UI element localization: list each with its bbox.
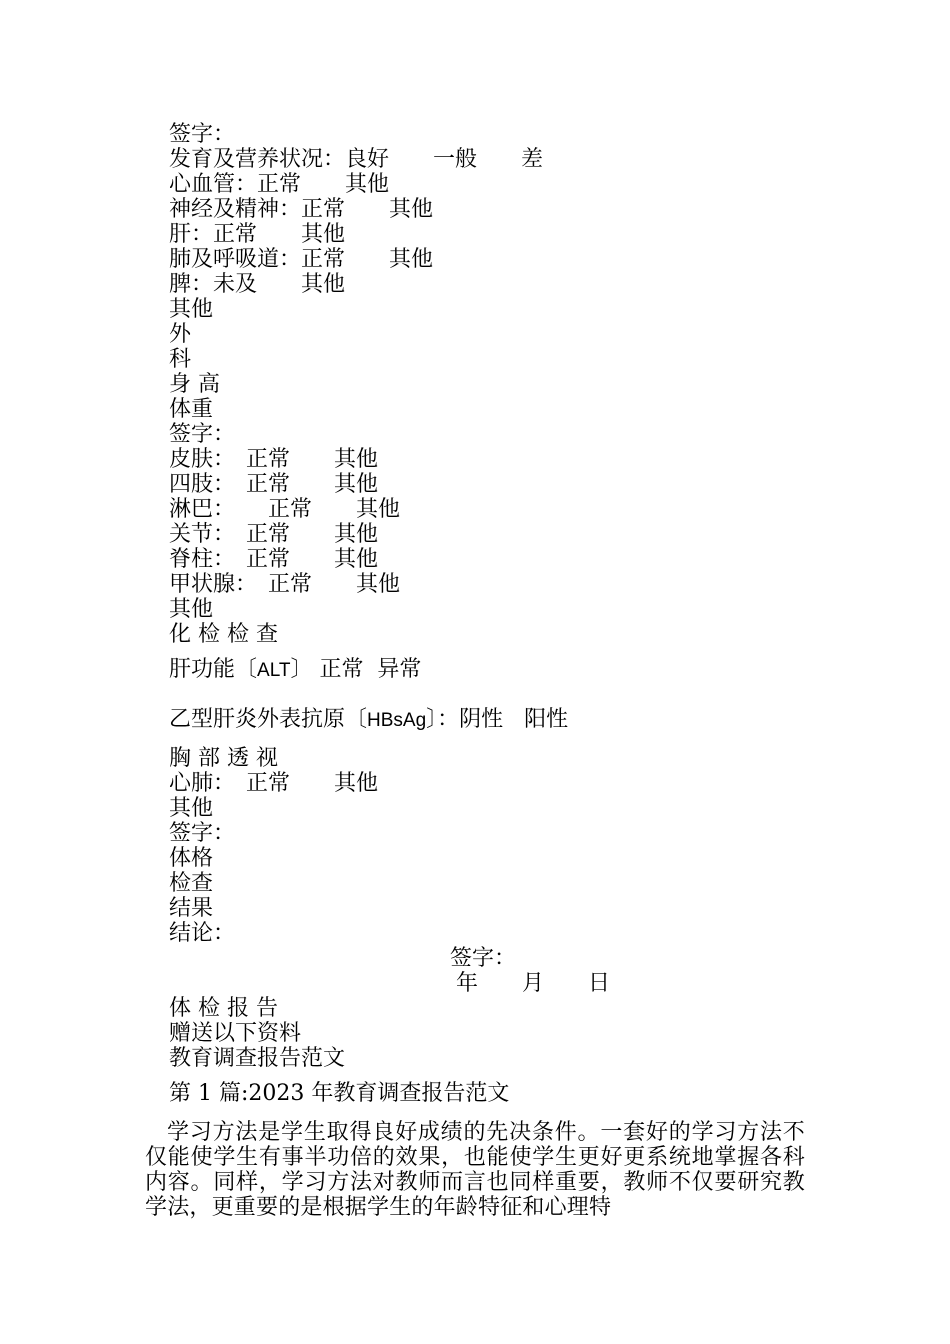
liver-label-pre: 肝功能〔: [169, 657, 258, 682]
doc-line: 教育调查报告范文: [169, 1046, 346, 1071]
doc-line: 结果: [169, 896, 214, 921]
doc-line: 肺及呼吸道：正常 其他: [169, 247, 434, 272]
section-heading: 化 检 检 查: [169, 622, 278, 647]
doc-line: 其他: [169, 796, 214, 821]
doc-line: 赠送以下资料: [169, 1021, 302, 1046]
doc-line: 其他: [169, 597, 214, 622]
doc-line: 脾：未及 其他: [169, 272, 346, 297]
date-line: 年 月 日: [456, 971, 611, 996]
doc-line: 心肺： 正常 其他: [169, 771, 379, 796]
section-heading: 胸 部 透 视: [169, 746, 278, 771]
doc-line: 外: [169, 322, 192, 347]
doc-line: 身 高: [169, 372, 220, 397]
doc-line: 淋巴： 正常 其他: [169, 497, 401, 522]
doc-line: 脊柱： 正常 其他: [169, 547, 379, 572]
doc-line: 签字：: [169, 821, 236, 846]
doc-line: 甲状腺： 正常 其他: [169, 572, 401, 597]
doc-line: 神经及精神：正常 其他: [169, 197, 434, 222]
article-heading: 第 1 篇:2023 年教育调查报告范文: [169, 1081, 510, 1106]
doc-line: 科: [169, 347, 192, 372]
doc-line: 肝：正常 其他: [169, 222, 346, 247]
doc-line: 体重: [169, 397, 214, 422]
hbsag-line: [169, 707, 568, 733]
liver-function-line: [169, 657, 421, 683]
signature-label: 签字：: [450, 946, 517, 971]
alt-abbr: ALT: [257, 660, 291, 681]
article-paragraph: 学习方法是学生取得良好成绩的先决条件。一套好的学习方法不仅能使学生有事半功倍的效果，也能使学生更好更系统地掌握各科内容。同样，学习方法对教师而言也同样重要，教师不仅要研究教学法，更重要的是根据学生的年龄特征和心理特: [145, 1120, 805, 1220]
liver-label-post: 〕 正常 异常: [290, 657, 422, 682]
doc-line: 四肢： 正常 其他: [169, 472, 379, 497]
hbsag-label-post: 〕：阴性 阳性: [426, 707, 569, 732]
doc-line: 结论：: [169, 921, 236, 946]
doc-line: 皮肤： 正常 其他: [169, 447, 379, 472]
doc-line: 检查: [169, 871, 214, 896]
doc-line: 体 检 报 告: [169, 996, 278, 1021]
doc-line: 心血管：正常 其他: [169, 172, 390, 197]
doc-line: 签字：: [169, 122, 236, 147]
doc-line: 其他: [169, 297, 214, 322]
doc-line: 签字：: [169, 422, 236, 447]
hbsag-label-pre: 乙型肝炎外表抗原〔: [169, 707, 368, 732]
hbsag-abbr: HBsAg: [367, 710, 427, 731]
doc-line: 关节： 正常 其他: [169, 522, 379, 547]
doc-line: 体格: [169, 846, 214, 871]
doc-line: 发育及营养状况：良好 一般 差: [169, 147, 544, 172]
